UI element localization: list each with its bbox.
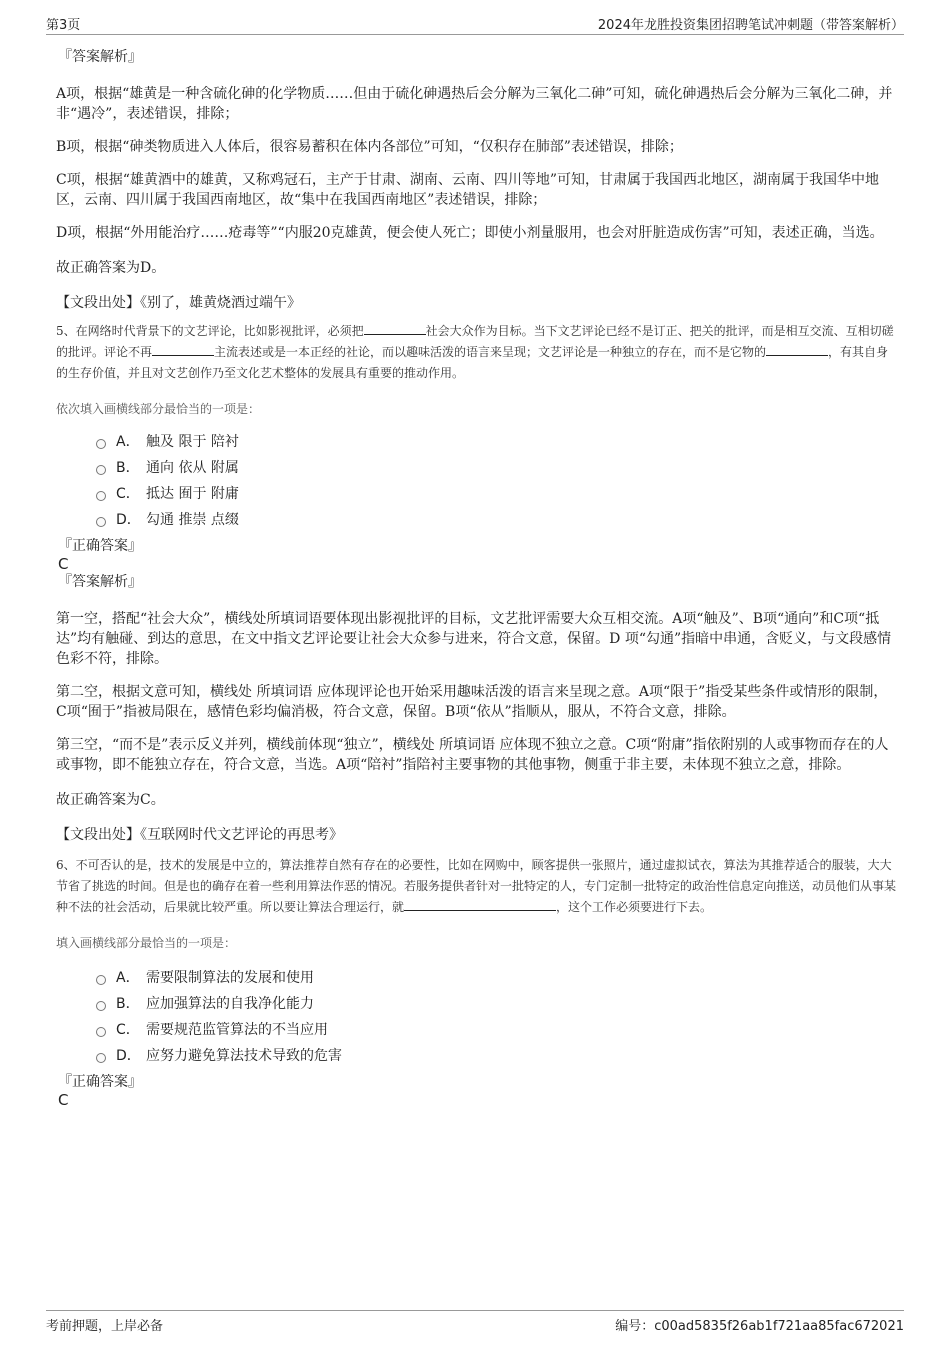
radio-icon[interactable]	[96, 491, 106, 501]
page-footer	[46, 1310, 904, 1334]
radio-icon[interactable]	[96, 465, 106, 475]
radio-icon[interactable]	[96, 1001, 106, 1011]
analysis-paragraph: D项，根据“外用能治疗……疮毒等”“内服20克雄黄，便会使人死亡；即使小剂量服用，也会对肝脏造成伤害”可知，表述正确，当选。	[56, 225, 884, 241]
source: 【文段出处】《互联网时代文艺评论的再思考》	[56, 827, 343, 843]
radio-icon[interactable]	[96, 517, 106, 527]
option-text: 通向 依从 附属	[146, 460, 239, 476]
option-text: 触及 限于 陪衬	[146, 434, 239, 450]
analysis-tag: 『答案解析』	[58, 49, 142, 65]
radio-icon[interactable]	[96, 1027, 106, 1037]
option-a[interactable]	[96, 429, 896, 455]
fill-blank	[152, 343, 214, 356]
options-list	[96, 965, 896, 1069]
conclusion: 故正确答案为D。	[56, 260, 166, 276]
radio-icon[interactable]	[96, 439, 106, 449]
option-letter: A．	[116, 434, 140, 450]
option-letter: B．	[116, 460, 140, 476]
option-letter: A．	[116, 970, 140, 986]
option-letter: B．	[116, 996, 140, 1012]
option-c[interactable]	[96, 481, 896, 507]
question-text-part: 社会大众作为目标。当下文艺评论已经不是订正、把关的批评，而是相互交流、互相切磋的批评。评论不再	[56, 324, 894, 359]
analysis-paragraph: 第三空，“而不是”表示反义并列，横线前体现“独立”，横线处 所填词语 应体现不独立之意。C项“附庸”指依附别的人或事物而存在的人或事物，即不能独立存在，符合文意，当选。A项“陪衬”指陪衬主要事物的其他事物，侧重于非主要，未体现不独立之意，排除。	[56, 737, 889, 773]
option-text: 应加强算法的自我净化能力	[146, 996, 314, 1012]
question-text-part: ，有其自身的生存价值，并且对文艺创作乃至文化艺术整体的发展具有重要的推动作用。	[56, 345, 889, 380]
option-letter: D．	[116, 1048, 141, 1064]
option-text: 需要限制算法的发展和使用	[146, 970, 314, 986]
fill-blank	[766, 343, 828, 356]
conclusion: 故正确答案为C。	[56, 792, 165, 808]
analysis-paragraph: 第二空，根据文意可知，横线处 所填词语 应体现评论也开始采用趣味活泼的语言来呈现之意。A项“限于”指受某些条件或情形的限制，C项“囿于”指被局限在，感情色彩均偏消极，符合文意，保留。B项“依从”指顺从，服从，不符合文意，排除。	[56, 684, 888, 720]
page-header	[46, 12, 904, 35]
option-text: 应努力避免算法技术导致的危害	[146, 1048, 342, 1064]
question-text	[56, 855, 896, 918]
question-text-part: 6、不可否认的是，技术的发展是中立的，算法推荐自然有存在的必要性，比如在网购中，顾客提供一张照片，通过虚拟试衣，算法为其推荐适合的服装，大大节省了挑选的时间。但是也的确存在着一些利用算法作恶的情况。若服务提供者针对一批特定的人，专门定制一批特定的政治性信息定向推送，动员他们从事某种不法的社会活动，后果就比较严重。所以要让算法合理运行，就	[56, 858, 897, 914]
question-text-part: 5、在网络时代背景下的文艺评论，比如影视批评，必须把	[56, 324, 364, 338]
option-d[interactable]	[96, 507, 896, 533]
analysis-paragraph: A项，根据“雄黄是一种含硫化砷的化学物质……但由于硫化砷遇热后会分解为三氧化二砷”可知，硫化砷遇热后会分解为三氧化二砷，并非“遇冷”，表述错误，排除；	[56, 86, 893, 122]
page-number: 第3页	[46, 18, 81, 33]
option-b[interactable]	[96, 991, 896, 1017]
page-content	[56, 44, 896, 1109]
document-title: 2024年龙胜投资集团招聘笔试冲刺题（带答案解析）	[597, 18, 904, 33]
option-b[interactable]	[96, 455, 896, 481]
option-text: 勾通 推崇 点缀	[146, 512, 239, 528]
correct-answer-tag: 『正确答案』	[58, 538, 142, 554]
question-stem: 填入画横线部分最恰当的一项是：	[56, 936, 237, 950]
analysis-tag: 『答案解析』	[58, 574, 142, 590]
footer-slogan: 考前押题，上岸必备	[46, 1319, 164, 1334]
question-stem: 依次填入画横线部分最恰当的一项是：	[56, 402, 261, 416]
radio-icon[interactable]	[96, 1053, 106, 1063]
option-letter: C．	[116, 1022, 140, 1038]
question-text	[56, 321, 896, 384]
option-text: 抵达 囿于 附庸	[146, 486, 239, 502]
fill-blank	[364, 322, 426, 335]
question-text-part: 主流表述或是一本正经的社论，而以趣味活泼的语言来呈现；文艺评论是一种独立的存在，而不是它物的	[214, 345, 767, 359]
option-text: 需要规范监管算法的不当应用	[146, 1022, 328, 1038]
options-list	[96, 429, 896, 533]
option-d[interactable]	[96, 1043, 896, 1069]
option-a[interactable]	[96, 965, 896, 991]
question-text-part: ，这个工作必须要进行下去。	[556, 900, 713, 914]
option-letter: C．	[116, 486, 140, 502]
analysis-paragraph: 第一空，搭配“社会大众”，横线处所填词语要体现出影视批评的目标，文艺批评需要大众互相交流。A项“触及”、B项“通向”和C项“抵达”均有触碰、到达的意思，在文中指文艺评论要让社会大众参与进来，符合文意，保留。D 项“勾通”指暗中串通，含贬义，与文段感情色彩不符，排除。	[56, 611, 892, 667]
correct-answer: C	[58, 1091, 69, 1109]
radio-icon[interactable]	[96, 975, 106, 985]
correct-answer-tag: 『正确答案』	[58, 1074, 142, 1090]
option-c[interactable]	[96, 1017, 896, 1043]
analysis-paragraph: B项，根据“砷类物质进入人体后，很容易蓄积在体内各部位”可知，“仅积存在肺部”表述错误，排除；	[56, 139, 683, 155]
source: 【文段出处】《别了，雄黄烧酒过端午》	[56, 295, 301, 311]
analysis-paragraph: C项，根据“雄黄酒中的雄黄，又称鸡冠石，主产于甘肃、湖南、云南、四川等地”可知，甘肃属于我国西北地区，湖南属于我国华中地区，云南、四川属于我国西南地区，故“集中在我国西南地区”表述错误，排除；	[56, 172, 880, 208]
fill-blank	[404, 898, 556, 911]
correct-answer: C	[58, 555, 69, 573]
option-letter: D．	[116, 512, 141, 528]
document-id: 编号：c00ad5835f26ab1f721aa85fac672021	[615, 1319, 904, 1334]
